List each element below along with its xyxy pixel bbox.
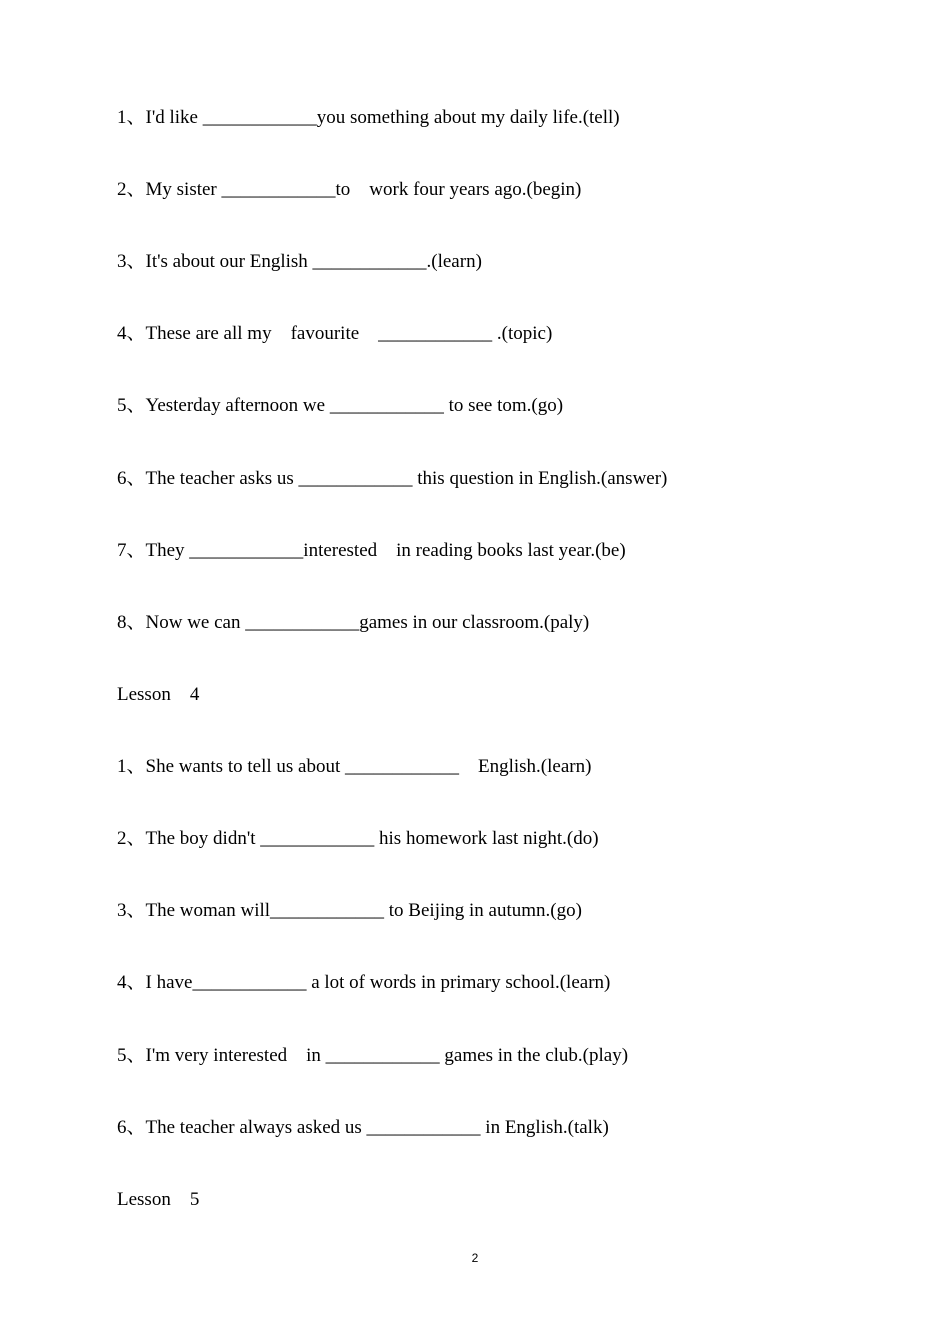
exercise-item-7: 7、They ____________interested in reading books last year.(be) <box>117 540 626 561</box>
lesson-4-item-5: 5、I'm very interested in ____________ games in the club.(play) <box>117 1045 629 1066</box>
exercise-item-2: 2、My sister ____________to work four years ago.(begin) <box>117 179 582 200</box>
lesson-4-heading: Lesson 4 <box>117 684 200 705</box>
exercise-item-5: 5、Yesterday afternoon we ____________ to see tom.(go) <box>117 395 564 416</box>
lesson-4-item-1: 1、She wants to tell us about ____________ English.(learn) <box>117 756 592 777</box>
exercise-item-4: 4、These are all my favourite ____________ .(topic) <box>117 323 553 344</box>
lesson-4-item-6: 6、The teacher always asked us ____________ in English.(talk) <box>117 1117 609 1138</box>
exercise-item-6: 6、The teacher asks us ____________ this question in English.(answer) <box>117 468 668 489</box>
lesson-4-item-2: 2、The boy didn't ____________ his homework last night.(do) <box>117 828 599 849</box>
exercise-item-8: 8、Now we can ____________games in our classroom.(paly) <box>117 612 590 633</box>
lesson-5-heading: Lesson 5 <box>117 1189 200 1210</box>
lesson-4-item-3: 3、The woman will____________ to Beijing in autumn.(go) <box>117 900 582 921</box>
lesson-4-item-4: 4、I have____________ a lot of words in primary school.(learn) <box>117 972 611 993</box>
exercise-item-1: 1、I'd like ____________you something about my daily life.(tell) <box>117 107 620 128</box>
exercise-item-3: 3、It's about our English ____________.(learn) <box>117 251 482 272</box>
page-number: 2 <box>471 1251 479 1265</box>
